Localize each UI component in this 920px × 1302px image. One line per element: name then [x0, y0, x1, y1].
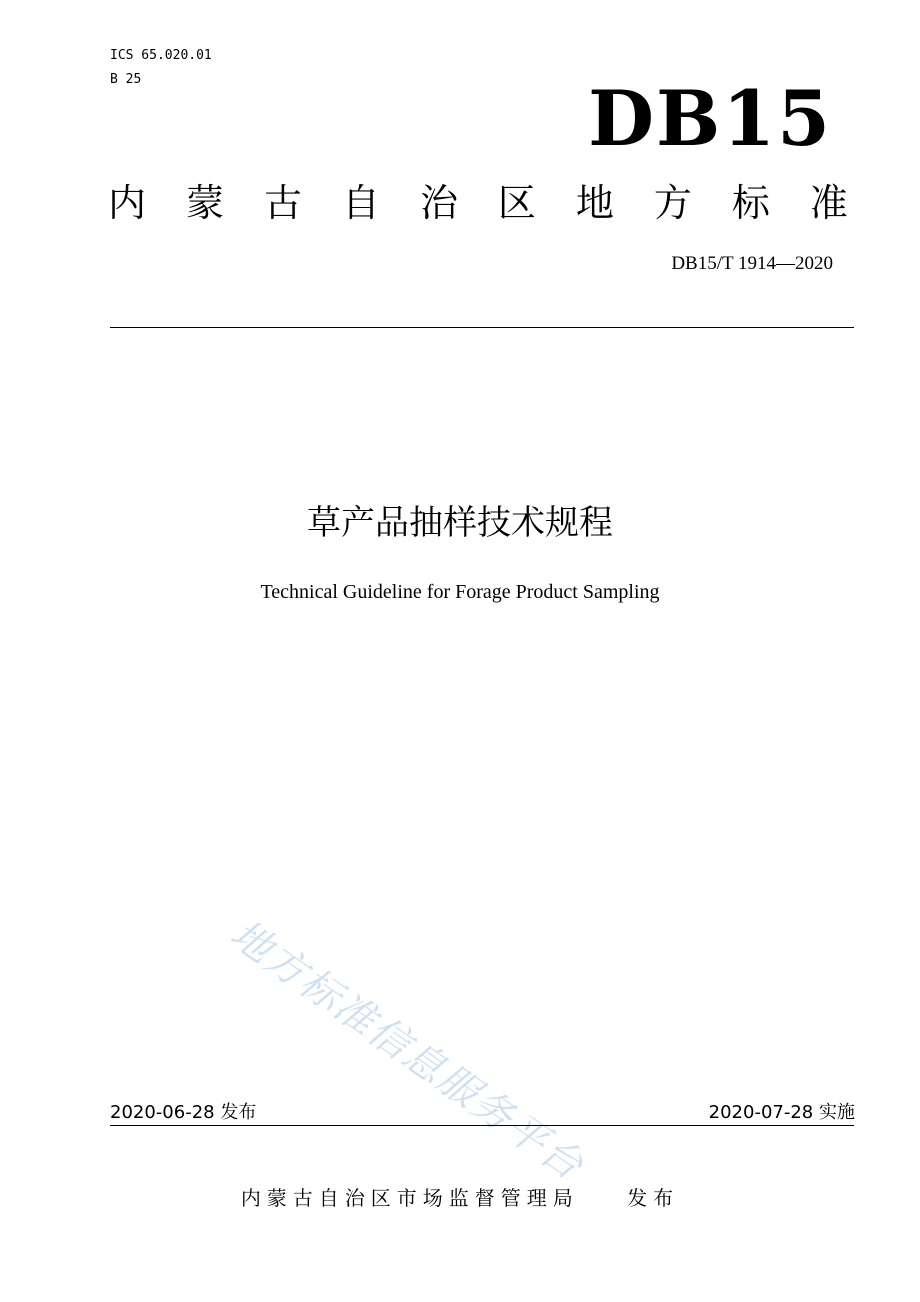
watermark: 地方标准信息服务平台	[221, 911, 593, 1190]
title-chinese: 草产品抽样技术规程	[307, 503, 613, 543]
implement-date: 2020-07-28 实施	[708, 1102, 855, 1123]
standard-number: DB15/T 1914—2020	[671, 253, 833, 274]
standard-type-char: 准	[809, 181, 848, 225]
standard-type-char: 内	[108, 181, 147, 225]
issuer	[0, 1183, 920, 1213]
standard-type-char: 标	[731, 181, 770, 225]
db15-logo: DB15	[588, 74, 832, 163]
title-english: Technical Guideline for Forage Product Sampling	[260, 581, 660, 603]
standard-type-char: 区	[497, 181, 536, 225]
issuer-organization: 内蒙古自治区市场监督管理局	[240, 1186, 579, 1210]
standard-type-char: 自	[341, 181, 380, 225]
ccs-code: B 25	[110, 72, 142, 87]
standard-type-char: 古	[263, 181, 302, 225]
standard-type-char: 方	[653, 181, 692, 225]
standard-type-char: 蒙	[185, 181, 224, 225]
dates-divider	[110, 1125, 854, 1126]
standard-type-char: 地	[575, 181, 614, 225]
ics-code: ICS 65.020.01	[110, 48, 212, 63]
standard-type	[108, 178, 848, 228]
standard-type-char: 治	[419, 181, 458, 225]
header-divider	[110, 327, 854, 328]
publish-date: 2020-06-28 发布	[110, 1102, 257, 1123]
issuer-action: 发布	[627, 1186, 680, 1210]
